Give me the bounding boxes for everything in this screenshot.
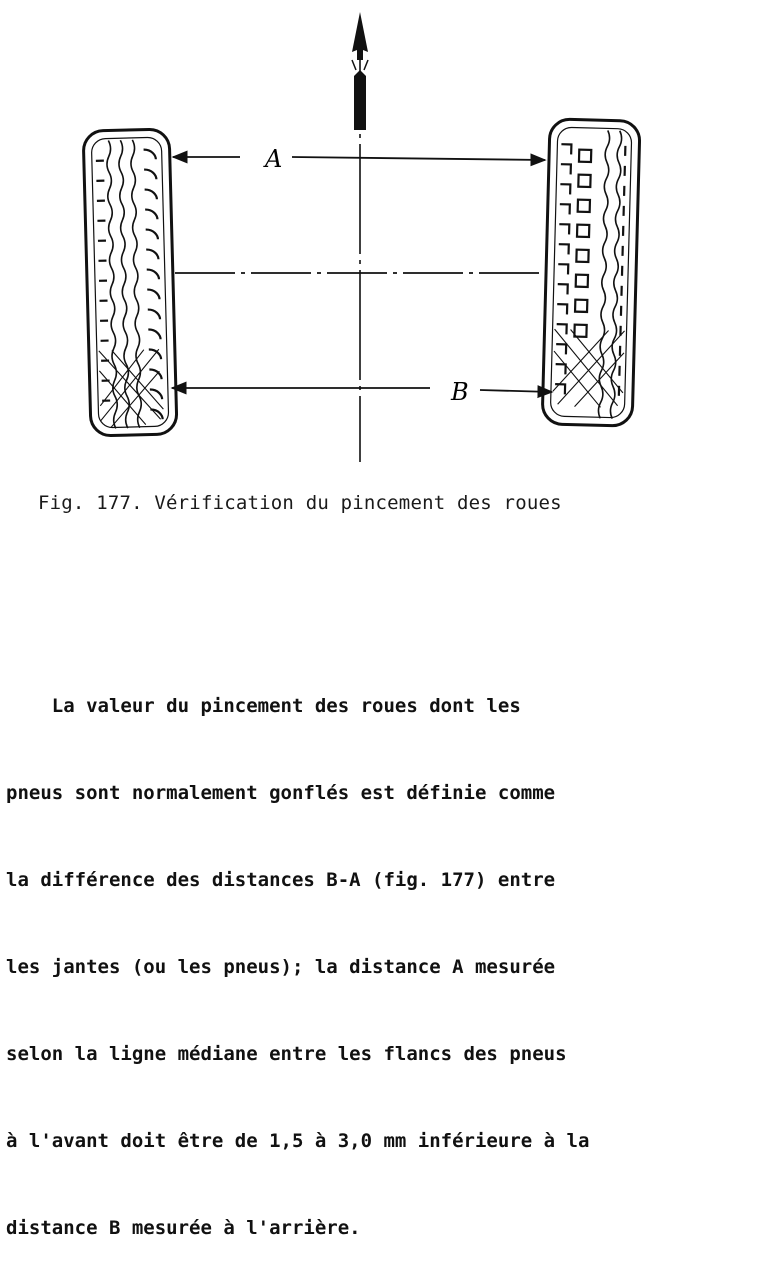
dimension-a bbox=[173, 157, 545, 160]
label-a: A bbox=[265, 145, 283, 173]
left-tire bbox=[83, 129, 177, 436]
label-b: B bbox=[451, 378, 469, 406]
direction-arrow bbox=[352, 12, 368, 462]
paragraph-line: pneus sont normalement gonflés est définie comme bbox=[6, 782, 556, 804]
body-paragraph bbox=[6, 634, 589, 1272]
right-tire bbox=[542, 119, 640, 426]
paragraph-line: La valeur du pincement des roues dont les bbox=[6, 695, 521, 717]
paragraph-line: selon la ligne médiane entre les flancs des pneus bbox=[6, 1043, 567, 1065]
paragraph-line: à l'avant doit être de 1,5 à 3,0 mm inférieure à la bbox=[6, 1130, 590, 1152]
figure-caption: Fig. 177. Vérification du pincement des roues bbox=[38, 492, 562, 514]
paragraph-line: les jantes (ou les pneus); la distance A mesurée bbox=[6, 956, 556, 978]
paragraph-line: distance B mesurée à l'arrière. bbox=[6, 1217, 361, 1239]
paragraph-line: la différence des distances B-A (fig. 177) entre bbox=[6, 869, 556, 891]
toe-in-diagram bbox=[0, 0, 779, 480]
dimension-b bbox=[172, 388, 552, 392]
